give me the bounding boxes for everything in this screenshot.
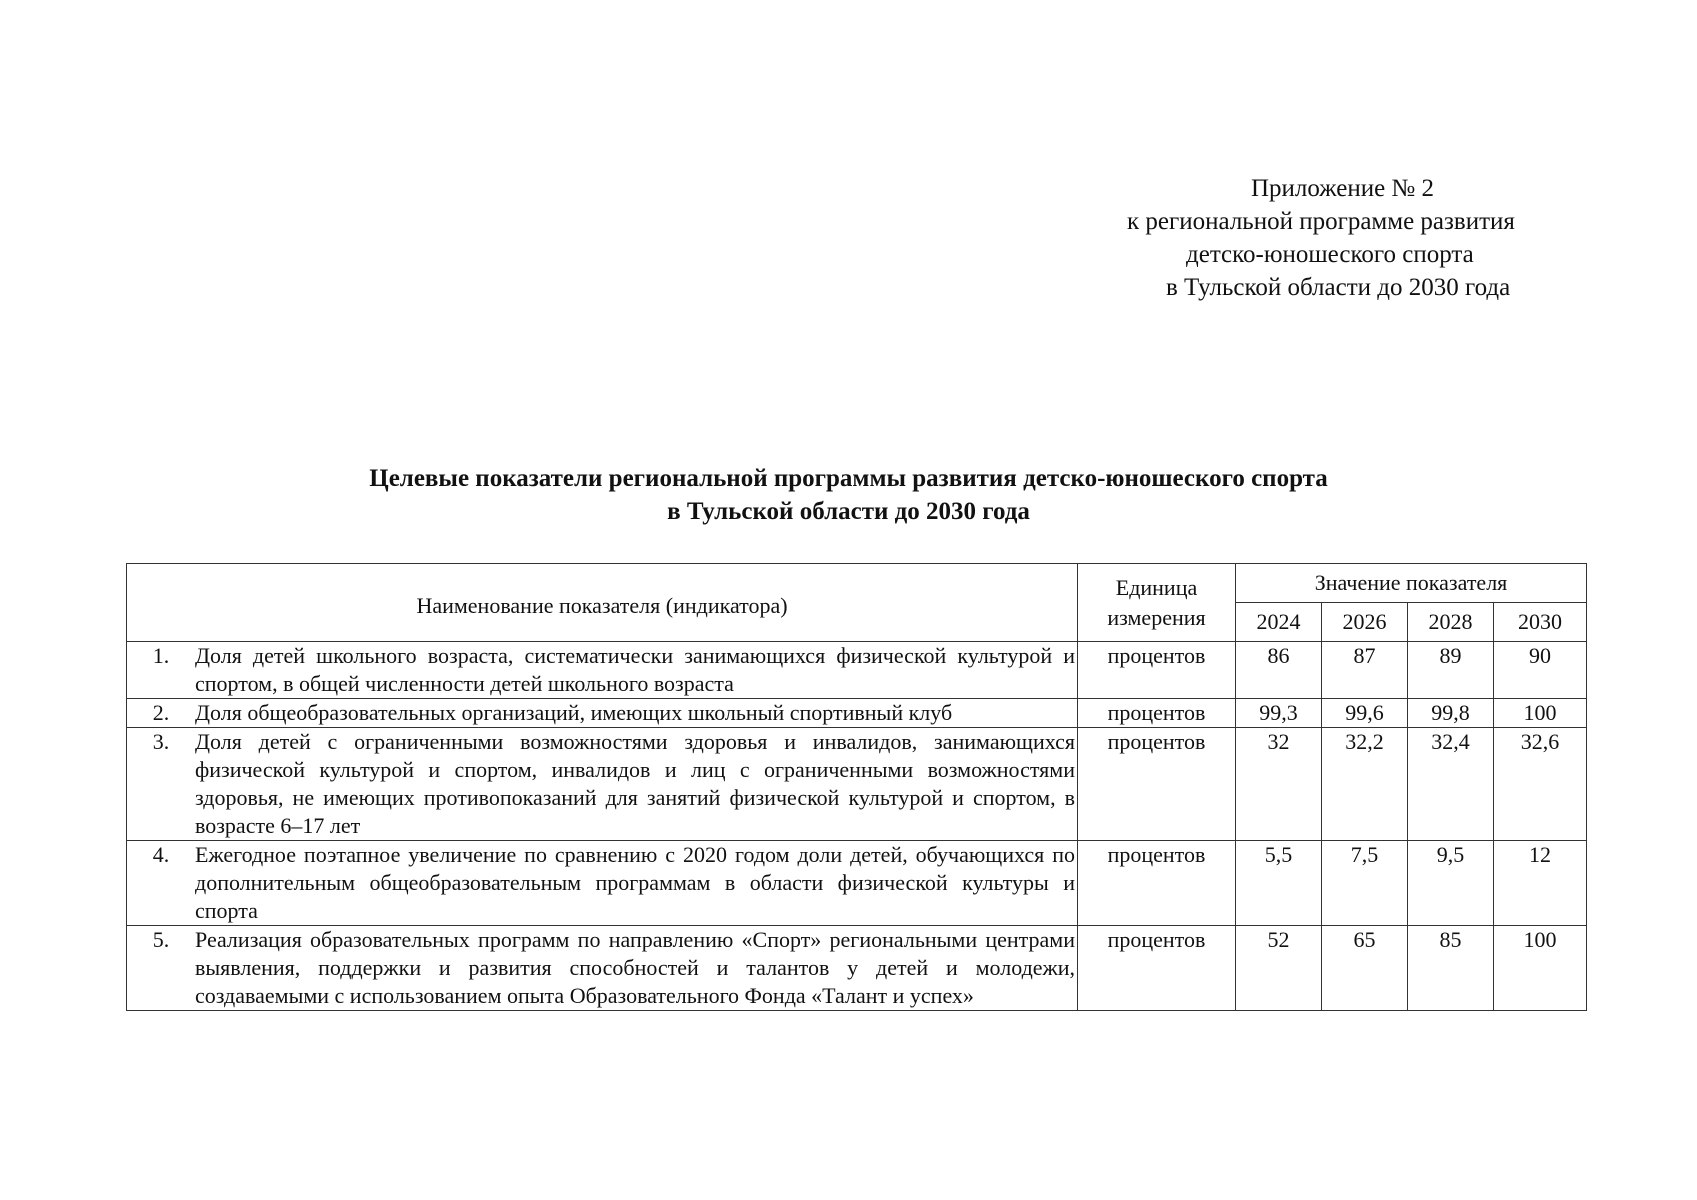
value-cell: 32,6 <box>1494 728 1587 841</box>
row-number: 3. <box>152 729 170 754</box>
row-number: 2. <box>152 700 170 725</box>
value-cell: 12 <box>1494 841 1587 926</box>
value-cell: 32,4 <box>1408 728 1494 841</box>
header-year: 2030 <box>1494 603 1587 642</box>
row-number: 1. <box>152 643 170 668</box>
value-cell: 32,2 <box>1322 728 1408 841</box>
indicator-cell <box>127 841 1078 926</box>
document-title <box>0 462 1697 528</box>
appendix-line-3: детско-юношеского спорта <box>1186 241 1474 268</box>
value-cell: 100 <box>1494 926 1587 1011</box>
indicator-cell <box>127 642 1078 699</box>
header-unit: Единица измерения <box>1078 564 1236 642</box>
table-row <box>127 699 1587 728</box>
title-line-2: в Тульской области до 2030 года <box>667 498 1030 525</box>
table-row <box>127 728 1587 841</box>
appendix-line-4: в Тульской области до 2030 года <box>1166 274 1511 301</box>
value-cell: 87 <box>1322 642 1408 699</box>
indicators-table <box>126 563 1587 1011</box>
value-cell: 86 <box>1236 642 1322 699</box>
header-year: 2024 <box>1236 603 1322 642</box>
header-row-1 <box>127 564 1587 603</box>
table-row <box>127 926 1587 1011</box>
value-cell: 85 <box>1408 926 1494 1011</box>
unit-cell: процентов <box>1078 841 1236 926</box>
table-header <box>127 564 1587 642</box>
row-number: 4. <box>152 842 170 867</box>
value-cell: 99,3 <box>1236 699 1322 728</box>
value-cell: 99,6 <box>1322 699 1408 728</box>
header-year: 2026 <box>1322 603 1408 642</box>
value-cell: 89 <box>1408 642 1494 699</box>
value-cell: 100 <box>1494 699 1587 728</box>
table-row <box>127 841 1587 926</box>
table-body <box>127 642 1587 1011</box>
value-cell: 32 <box>1236 728 1322 841</box>
header-indicator-name: Наименование показателя (индикатора) <box>127 564 1078 642</box>
indicator-name: Ежегодное поэтапное увеличение по сравнению с 2020 годом доли детей, обучающихся по дополнительным общеобразовательным программам в области физической культуры и спорта <box>195 842 1075 923</box>
value-cell: 9,5 <box>1408 841 1494 926</box>
table-row <box>127 642 1587 699</box>
value-cell: 52 <box>1236 926 1322 1011</box>
header-year: 2028 <box>1408 603 1494 642</box>
unit-cell: процентов <box>1078 926 1236 1011</box>
indicator-name: Реализация образовательных программ по направлению «Спорт» региональными центрами выявления, поддержки и развития способностей и талантов у детей и молодежи, создаваемыми с использованием опыта Образовательного Фонда «Талант и успех» <box>195 927 1075 1008</box>
indicator-cell <box>127 699 1078 728</box>
indicator-name: Доля детей школьного возраста, систематически занимающихся физической культурой и спортом, в общей численности детей школьного возраста <box>195 643 1075 696</box>
indicator-cell <box>127 926 1078 1011</box>
appendix-number: Приложение № 2 <box>1251 175 1435 202</box>
unit-cell: процентов <box>1078 728 1236 841</box>
appendix-block <box>1100 172 1600 304</box>
value-cell: 7,5 <box>1322 841 1408 926</box>
row-number: 5. <box>152 927 170 952</box>
unit-cell: процентов <box>1078 699 1236 728</box>
unit-cell: процентов <box>1078 642 1236 699</box>
value-cell: 5,5 <box>1236 841 1322 926</box>
indicator-cell <box>127 728 1078 841</box>
value-cell: 90 <box>1494 642 1587 699</box>
value-cell: 65 <box>1322 926 1408 1011</box>
appendix-line-2: к региональной программе развития <box>1127 208 1515 235</box>
header-values: Значение показателя <box>1236 564 1587 603</box>
title-line-1: Целевые показатели региональной программы развития детско-юношеского спорта <box>369 465 1328 492</box>
indicator-name: Доля детей с ограниченными возможностями здоровья и инвалидов, занимающихся физической культурой и спортом, инвалидов и лиц с ограниченными возможностями здоровья, не имеющих противопоказаний для занятий физической культурой и спортом, в возрасте 6–17 лет <box>195 729 1075 838</box>
value-cell: 99,8 <box>1408 699 1494 728</box>
indicator-name: Доля общеобразовательных организаций, имеющих школьный спортивный клуб <box>195 700 953 725</box>
